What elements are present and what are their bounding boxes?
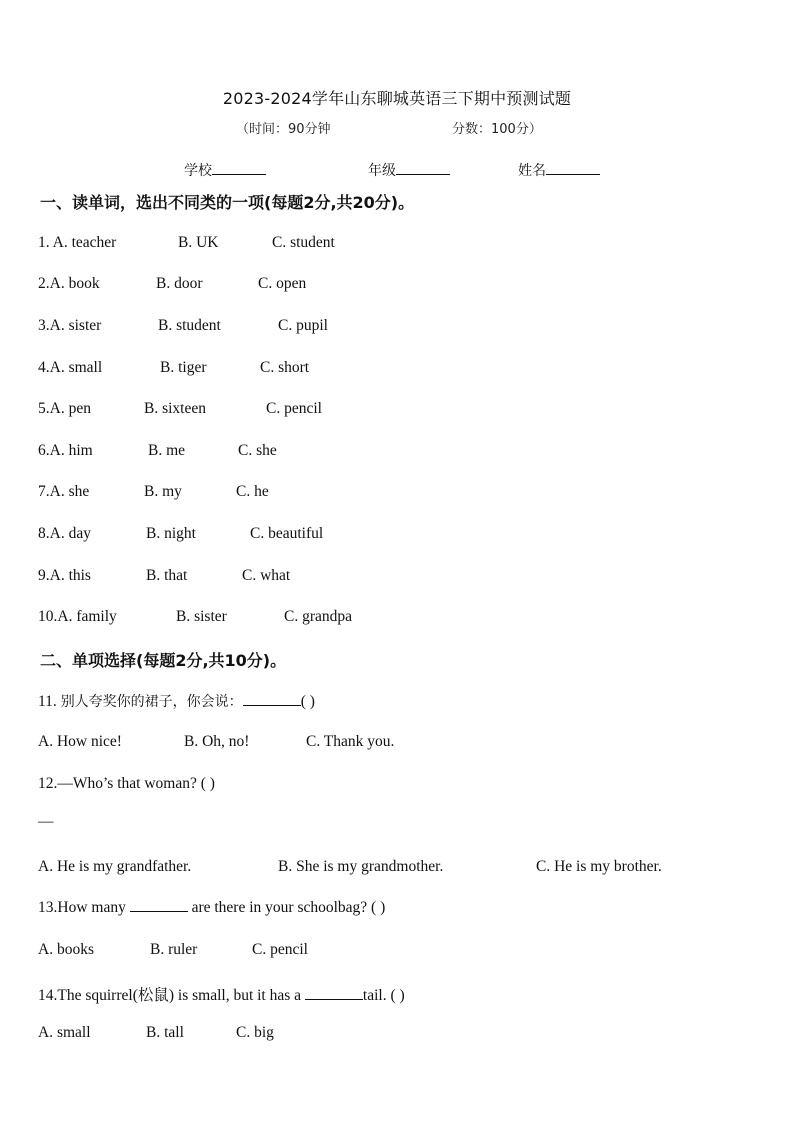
option-b: B. door (156, 275, 203, 292)
option-c: C. He is my brother. (536, 858, 662, 875)
option-b: B. Oh, no! (184, 733, 250, 750)
exam-time: （时间：90分钟 (236, 122, 331, 137)
option-b: B. student (158, 317, 221, 334)
option-a: 7.A. she (38, 483, 90, 500)
name-blank[interactable] (546, 162, 600, 175)
option-c: C. pencil (266, 400, 322, 417)
option-b: B. sixteen (144, 400, 206, 417)
option-b: B. She is my grandmother. (278, 858, 444, 875)
option-c: C. pencil (252, 941, 308, 958)
option-a: 3.A. sister (38, 317, 102, 334)
section1-heading: 一、读单词，选出不同类的一项(每题2分,共20分)。 (40, 193, 415, 212)
option-b: B. night (146, 525, 196, 542)
option-c: C. he (236, 483, 269, 500)
option-a: A. small (38, 1024, 91, 1041)
option-a: 2.A. book (38, 275, 100, 292)
option-a: 1. A. teacher (38, 234, 117, 251)
q11-paren: ( ) (300, 693, 315, 710)
grade-label: 年级 (368, 163, 396, 179)
exam-title: 2023-2024学年山东聊城英语三下期中预测试题 (222, 89, 572, 108)
option-b: B. UK (178, 234, 219, 251)
option-c: C. beautiful (250, 525, 324, 542)
name-field (518, 160, 600, 180)
option-c: C. student (272, 234, 335, 251)
q11-text: 别人夸奖你的裙子，你会说： (60, 694, 243, 710)
option-c: C. short (260, 359, 310, 376)
question-12-dash: — (38, 813, 54, 830)
option-a: A. How nice! (38, 733, 122, 750)
school-blank[interactable] (212, 162, 266, 175)
q14-text-end: tail. ( ) (362, 987, 405, 1004)
option-a: 9.A. this (38, 567, 91, 584)
q11-blank[interactable] (243, 693, 301, 706)
q13-text-end: are there in your schoolbag? ( ) (187, 899, 386, 916)
q14-blank[interactable] (305, 987, 363, 1000)
option-a: 6.A. him (38, 442, 93, 459)
section2-heading: 二、单项选择(每题2分,共10分)。 (40, 651, 287, 670)
q14-text-start: 14.The squirrel(松鼠) is small, but it has a (38, 987, 305, 1004)
exam-score: 分数：100分） (452, 122, 542, 137)
grade-field (368, 160, 450, 180)
school-field (184, 160, 266, 180)
option-a: A. He is my grandfather. (38, 858, 192, 875)
option-c: C. big (236, 1024, 274, 1041)
option-a: A. books (38, 941, 94, 958)
name-label: 姓名 (518, 163, 546, 179)
school-label: 学校 (184, 163, 212, 179)
option-c: C. she (238, 442, 277, 459)
grade-blank[interactable] (396, 162, 450, 175)
option-c: C. what (242, 567, 291, 584)
option-b: B. that (146, 567, 188, 584)
option-a: 5.A. pen (38, 400, 91, 417)
option-a: 10.A. family (38, 608, 117, 625)
question-14 (38, 983, 405, 1005)
option-b: B. my (144, 483, 182, 500)
option-c: C. pupil (278, 317, 328, 334)
option-b: B. me (148, 442, 186, 459)
option-c: C. Thank you. (306, 733, 395, 750)
option-c: C. grandpa (284, 608, 353, 625)
option-b: B. ruler (150, 941, 198, 958)
option-b: B. tall (146, 1024, 184, 1041)
q11-number: 11. (38, 693, 61, 710)
question-11 (38, 691, 315, 711)
option-a: 8.A. day (38, 525, 91, 542)
question-12: 12.—Who’s that woman? ( ) (38, 775, 215, 792)
q13-text-start: 13.How many (38, 899, 130, 916)
option-c: C. open (258, 275, 307, 292)
option-b: B. sister (176, 608, 227, 625)
option-a: 4.A. small (38, 359, 103, 376)
question-13 (38, 899, 385, 917)
option-b: B. tiger (160, 359, 207, 376)
q13-blank[interactable] (130, 899, 188, 912)
